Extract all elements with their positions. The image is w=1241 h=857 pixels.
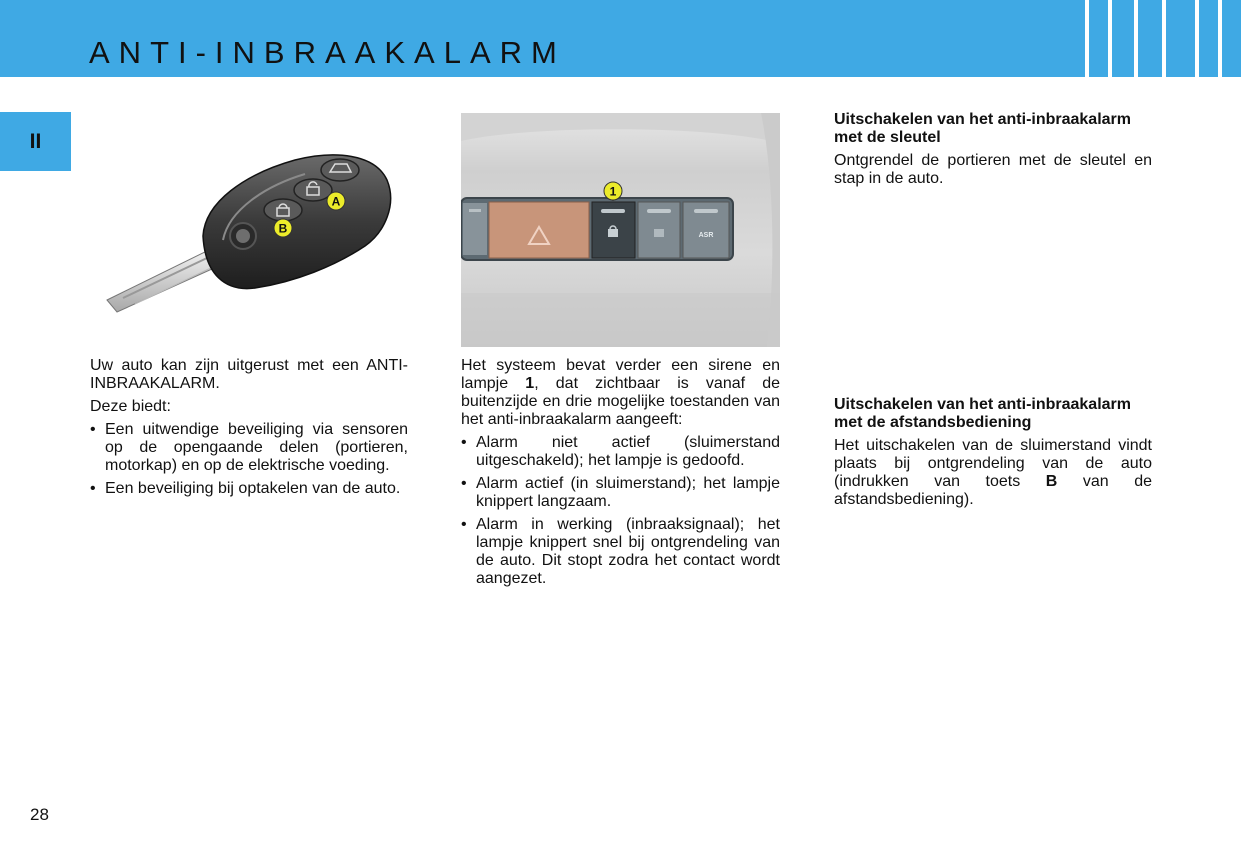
lamp-number: 1 [525,375,535,392]
section-text-key: Ontgrendel de portieren met de sleutel en stap in de auto. [834,152,1152,187]
lock-icon [264,199,302,221]
column-3-top [834,111,1152,193]
system-paragraph: Het systeem bevat verder een sirene en lampje 1, dat zichtbaar is vanaf de buitenzijde en drie mogelijke toestanden van het anti-inbraakalarm aangeeft: [461,357,781,428]
dashboard-switch-illustration [461,113,780,347]
header-stripe [1108,0,1112,77]
states-list [461,434,780,588]
column-1 [90,357,408,503]
list-item: • Een uitwendige beveiliging via sensoren op de opengaande delen (portieren, motorkap) en op de elektrische voeding. [90,421,408,475]
intro-paragraph: Uw auto kan zijn uitgerust met een ANTI-INBRAAKALARM. [90,357,408,392]
header-stripe [1162,0,1166,77]
header-stripe [1085,0,1089,77]
section-heading-key: Uitschakelen van het anti-inbraakalarm met de sleutel [834,111,1131,146]
button-b-label: B [278,221,288,236]
page-title: ANTI-INBRAAKALARM [89,35,566,70]
header-stripe [1134,0,1138,77]
boot-icon [321,159,359,181]
lock-switch-icon [608,229,618,237]
lamp-1-label: 1 [609,184,617,199]
button-a-label: A [331,194,341,209]
asr-switch-label: ASR [698,232,714,239]
list-item: • Alarm in werking (inbraaksignaal); het lampje knippert snel bij ontgrendeling van de auto. Dit stopt zodra het contact wordt aangezet. [461,516,780,588]
list-item: • Alarm actief (in sluimerstand); het lampje knippert langzaam. [461,475,780,511]
page-number: 28 [30,805,49,824]
button-b-ref: B [1045,473,1058,490]
header-band [0,0,1241,77]
key-fob-illustration [95,140,405,320]
list-item: • Alarm niet actief (sluimerstand uitgeschakeld); het lampje is gedoofd. [461,434,780,470]
features-list [90,421,408,498]
column-2 [461,357,780,593]
list-item: • Een beveiliging bij optakelen van de auto. [90,480,408,498]
column-3-bottom [834,396,1152,514]
section-tab-label: II [29,130,42,153]
section-tab [0,112,71,171]
section-text-remote: Het uitschakelen van de sluimerstand vindt plaats bij ontgrendeling van de auto (indrukken van toets B van de afstandsbediening). [834,437,1152,508]
header-stripe [1195,0,1199,77]
section-heading-remote: Uitschakelen van het anti-inbraakalarm met de afstandsbediening [834,396,1131,431]
offers-paragraph: Deze biedt: [90,398,171,415]
header-stripe [1218,0,1222,77]
